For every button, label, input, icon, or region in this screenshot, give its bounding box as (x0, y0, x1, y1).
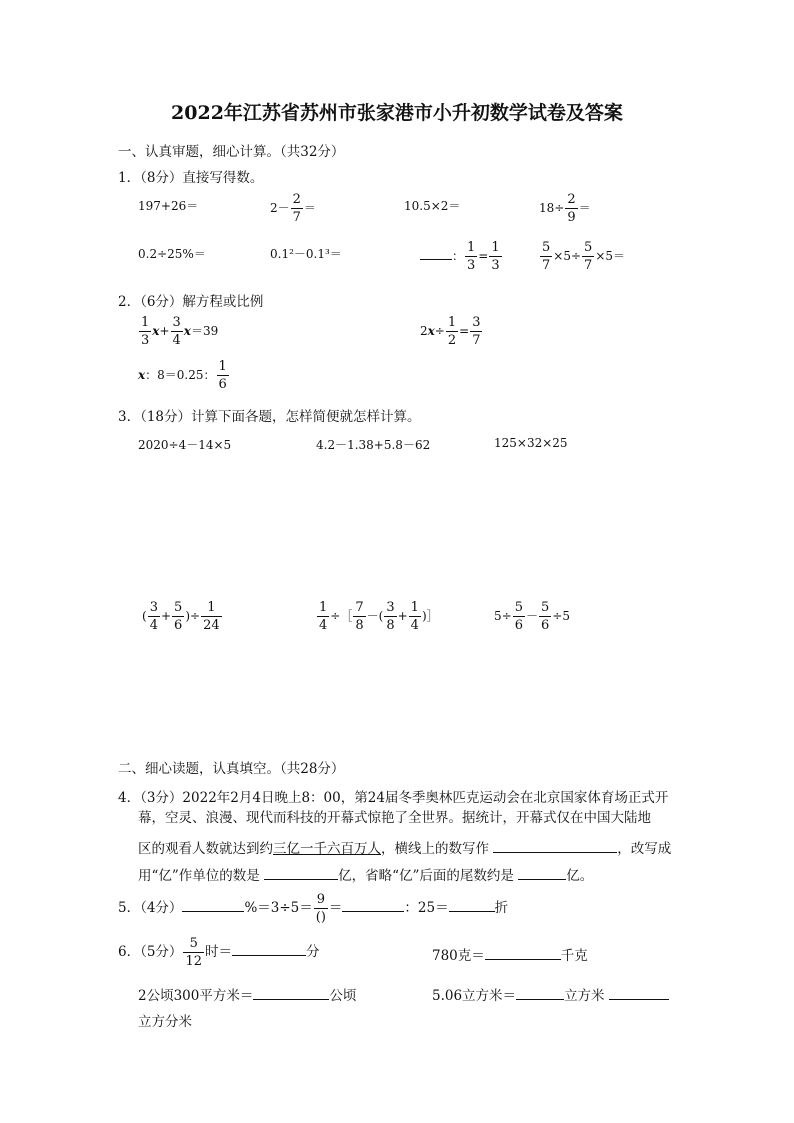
question-5: 5．（4分） %＝3÷5＝ $\frac{9}{()}$ ＝ ：25＝ 折 (118, 892, 509, 925)
question-6-item-c: 2公顷300平方米＝ 公顷 (138, 988, 357, 1004)
q2-equation-a: $\frac{1}{3}$ x+ $\frac{3}{4}$ x＝39 (141, 315, 219, 348)
section-heading-1: 一、认真审题，细心计算。（共32分） (118, 144, 345, 160)
q3-item-b: 4.2－1.38+5.8－62 (316, 438, 431, 452)
answer-blank[interactable] (253, 986, 329, 1000)
answer-blank[interactable] (516, 986, 564, 1000)
q1-item-c: 10.5×2＝ (404, 199, 461, 213)
answer-blank[interactable] (232, 942, 306, 956)
answer-blank[interactable] (485, 946, 561, 960)
q1-item-b: 2－ $\frac{2}{7}$ ＝ (270, 192, 316, 225)
section-heading-2: 二、细心读题，认真填空。（共28分） (118, 761, 345, 777)
question-3-label: 3．（18分）计算下面各题，怎样简便就怎样计算。 (118, 409, 421, 425)
q3-item-a: 2020÷4－14×5 (138, 438, 232, 452)
q2-proportion-c: x：8＝0.25： $\frac{1}{6}$ (138, 359, 227, 392)
question-6-item-a: 6．（5分） $\frac{5}{12}$ 时＝ 分 (118, 936, 320, 969)
answer-blank[interactable] (264, 866, 338, 880)
question-6-item-d-unit: 立方分米 (138, 1014, 192, 1030)
q4-line-2: 幕，空灵、浪漫、现代而科技的开幕式惊艳了全世界。据统计，开幕式仅在中国大陆地 (138, 810, 651, 826)
answer-blank[interactable] (609, 986, 669, 1000)
page-title: 2022年江苏省苏州市张家港市小升初数学试卷及答案 (171, 102, 623, 124)
q3-item-c: 125×32×25 (494, 436, 568, 450)
q1-item-h: $\frac{5}{7}$ ×5÷ $\frac{5}{7}$ ×5＝ (542, 240, 626, 273)
q1-item-f: 0.1²－0.1³＝ (270, 247, 342, 261)
answer-blank[interactable] (420, 246, 452, 260)
q3-item-d: ( $\frac{3}{4}$ + $\frac{5}{6}$ )÷ $\frac{1}{24}$ (142, 600, 220, 633)
answer-blank[interactable] (518, 866, 566, 880)
question-6-item-d: 5.06立方米＝ 立方米 (432, 984, 669, 1004)
q1-item-e: 0.2÷25%＝ (138, 247, 206, 261)
q3-item-e: $\frac{1}{4}$ ÷［ $\frac{7}{8}$ －( $\frac{3}{8}$ + $\frac{1}{4}$ )］ (319, 600, 439, 633)
q1-item-g: ： $\frac{1}{3}$ = $\frac{1}{3}$ (420, 241, 503, 272)
question-6-item-b: 780克＝ 千克 (432, 948, 588, 964)
q1-item-d: 18÷ $\frac{2}{9}$ ＝ (539, 192, 591, 225)
answer-blank[interactable] (182, 898, 244, 912)
question-1-label: 1．（8分）直接写得数。 (118, 170, 264, 186)
q2-equation-b: 2x÷ $\frac{1}{2}$ = $\frac{3}{7}$ (420, 315, 481, 348)
q4-line-3: 区的观看人数就达到约三亿一千六百万人，横线上的数写作 ，改写成 (138, 841, 672, 857)
q4-line-1: 4．（3分）2022年2月4日晚上8：00，第24届冬季奥林匹克运动会在北京国家体育场正式开 (118, 790, 669, 806)
question-2-label: 2．（6分）解方程或比例 (118, 294, 264, 310)
answer-blank[interactable] (449, 898, 495, 912)
underlined-number-text: 三亿一千六百万人 (273, 841, 381, 857)
answer-blank[interactable] (342, 898, 404, 912)
q1-item-a: 197+26＝ (138, 199, 199, 213)
answer-blank[interactable] (493, 839, 617, 853)
q3-item-f: 5÷ $\frac{5}{6}$ － $\frac{5}{6}$ ÷5 (494, 600, 570, 633)
q4-line-4: 用“亿”作单位的数是 亿，省略“亿”后面的尾数约是 亿。 (138, 868, 594, 884)
